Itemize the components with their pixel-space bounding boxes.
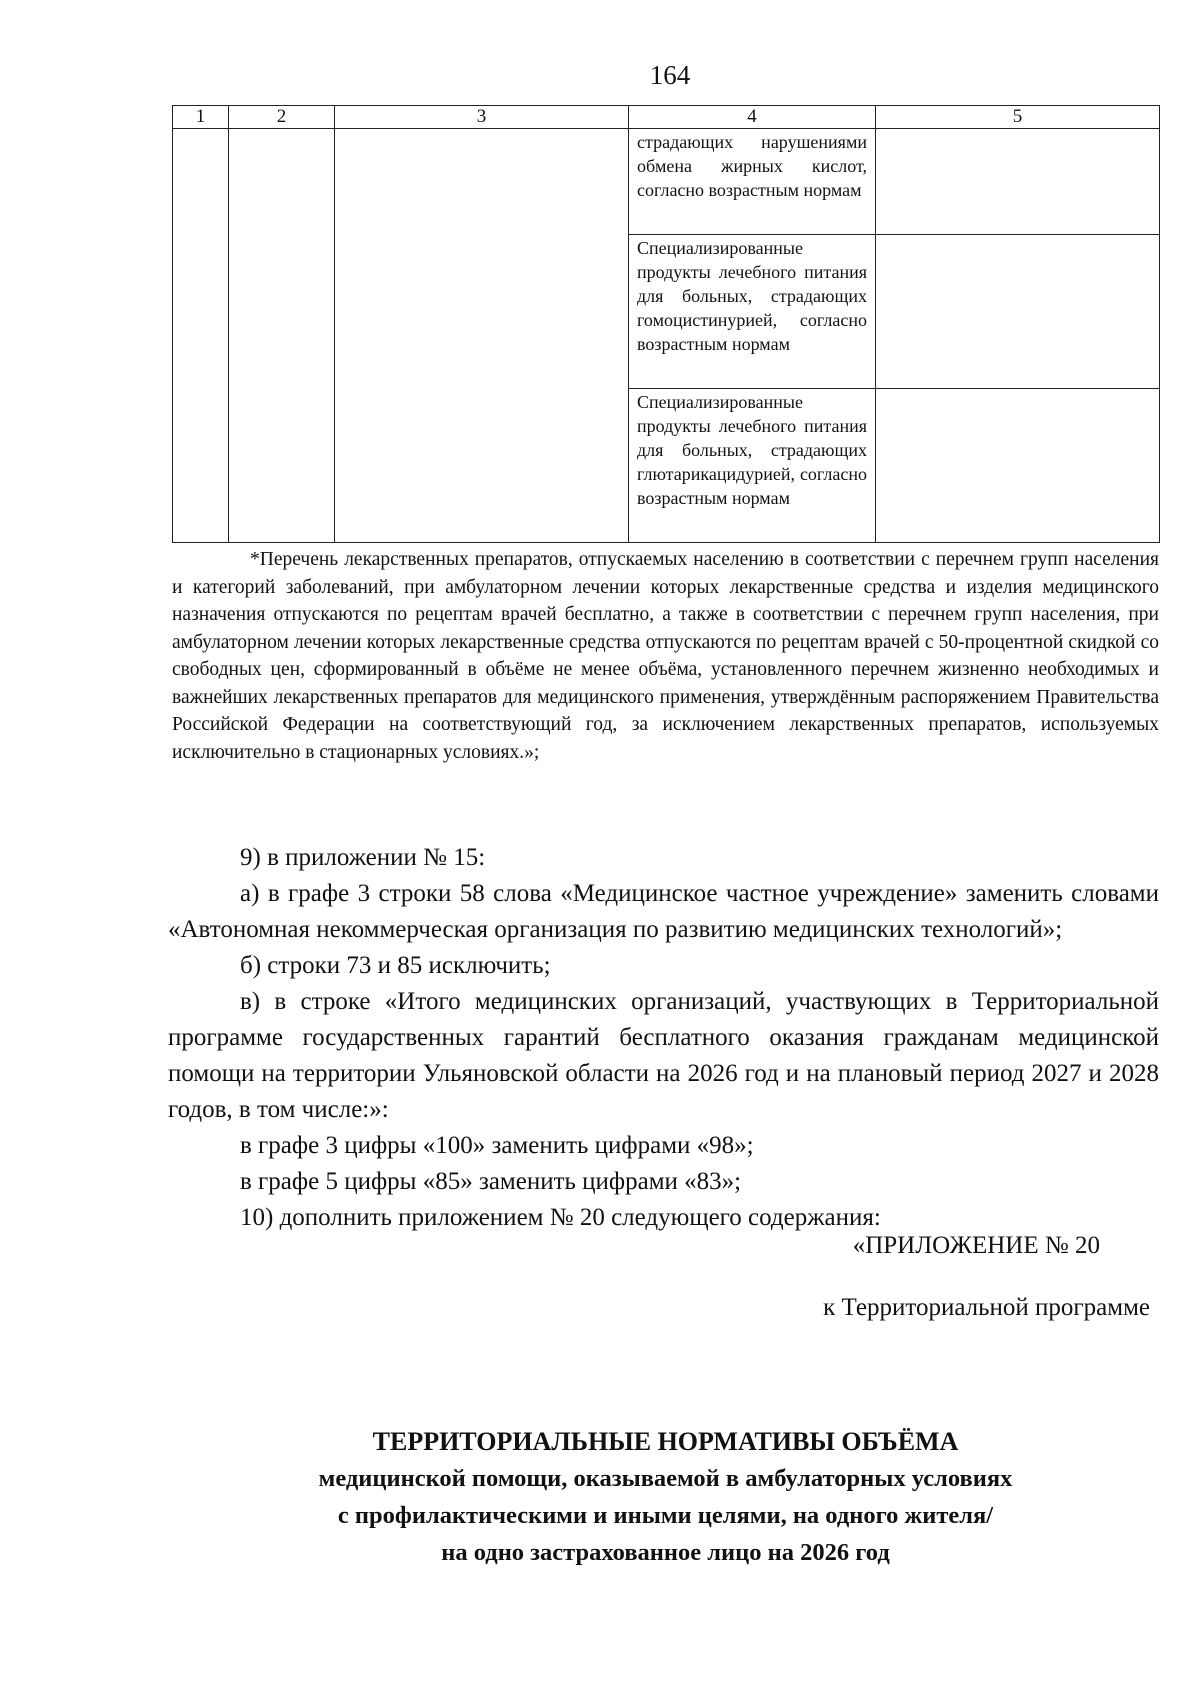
appendix-label: «ПРИЛОЖЕНИЕ № 20 [852,1232,1100,1259]
table-cell-product: Специализированные продукты лечебного питания для больных, страдающих глютарикацидурией, согласно возрастным нормам [629,389,876,543]
footnote-block [172,546,1159,766]
heading-line-3: на одно застрахованное лицо на 2026 год [441,1539,890,1566]
table-cell-col5 [876,389,1160,543]
column-header-5: 5 [876,106,1160,129]
section-heading [172,1423,1159,1571]
table-cell-col2 [229,129,335,543]
paragraph-item-9a: а) в графе 3 строки 58 слова «Медицинское частное учреждение» заменить словами «Автономная некоммерческая организация по развитию медицинских технологий»; [168,880,1159,943]
heading-line-2: с профилактическими и иными целями, на одного жителя/ [337,1502,994,1529]
table-cell-product: Специализированные продукты лечебного питания для больных, страдающих гомоцистинурией, согласно возрастным нормам [629,235,876,389]
column-header-2: 2 [229,106,335,129]
amendments-body [168,840,1159,1236]
paragraph-item-9v: в) в строке «Итого медицинских организаций, участвующих в Территориальной программе государственных гарантий бесплатного оказания гражданам медицинской помощи на территории Ульяновской области на 2026 год и на плановый период 2027 и 2028 годов, в том числе:»: [168,988,1159,1123]
table-cell-product: страдающих нарушениями обмена жирных кислот, согласно возрастным нормам [629,129,876,235]
table-cell-col5 [876,235,1160,389]
paragraph-item-9: 9) в приложении № 15: [240,844,486,871]
heading-title: ТЕРРИТОРИАЛЬНЫЕ НОРМАТИВЫ ОБЪЁМА [372,1427,959,1456]
page-number: 164 [649,60,691,90]
table-header-row [173,106,1160,129]
appendix-subtitle: к Территориальной программе [823,1294,1150,1321]
paragraph-item-10: 10) дополнить приложением № 20 следующего содержания: [240,1204,881,1231]
paragraph-column-5: в графе 5 цифры «85» заменить цифрами «83»; [240,1168,742,1195]
table-row [173,129,1160,235]
continuation-table [172,105,1160,543]
column-header-3: 3 [335,106,629,129]
paragraph-item-9b: б) строки 73 и 85 исключить; [240,952,551,979]
heading-line-1: медицинской помощи, оказываемой в амбулаторных условиях [318,1465,1013,1492]
table-cell-col5 [876,129,1160,235]
column-header-4: 4 [629,106,876,129]
table-cell-col1 [173,129,229,543]
table-cell-col3 [335,129,629,543]
footnote-text: *Перечень лекарственных препаратов, отпускаемых населению в соответствии с перечнем групп населения и категорий заболеваний, при амбулаторном лечении которых лекарственные средства и изделия медицинского назначения отпускаются по рецептам врачей бесплатно, а также в соответствии с перечнем групп населения, при амбулаторном лечении которых лекарственные средства отпускаются по рецептам врачей с 50-процентной скидкой со свободных цен, сформированный в объёме не менее объёма, установленного перечнем жизненно необходимых и важнейших лекарственных препаратов для медицинского применения, утверждённым распоряжением Правительства Российской Федерации на соответствующий год, за исключением лекарственных препаратов, используемых исключительно в стационарных условиях.»; [172,549,1159,763]
column-header-1: 1 [173,106,229,129]
paragraph-column-3: в графе 3 цифры «100» заменить цифрами «98»; [240,1132,754,1159]
